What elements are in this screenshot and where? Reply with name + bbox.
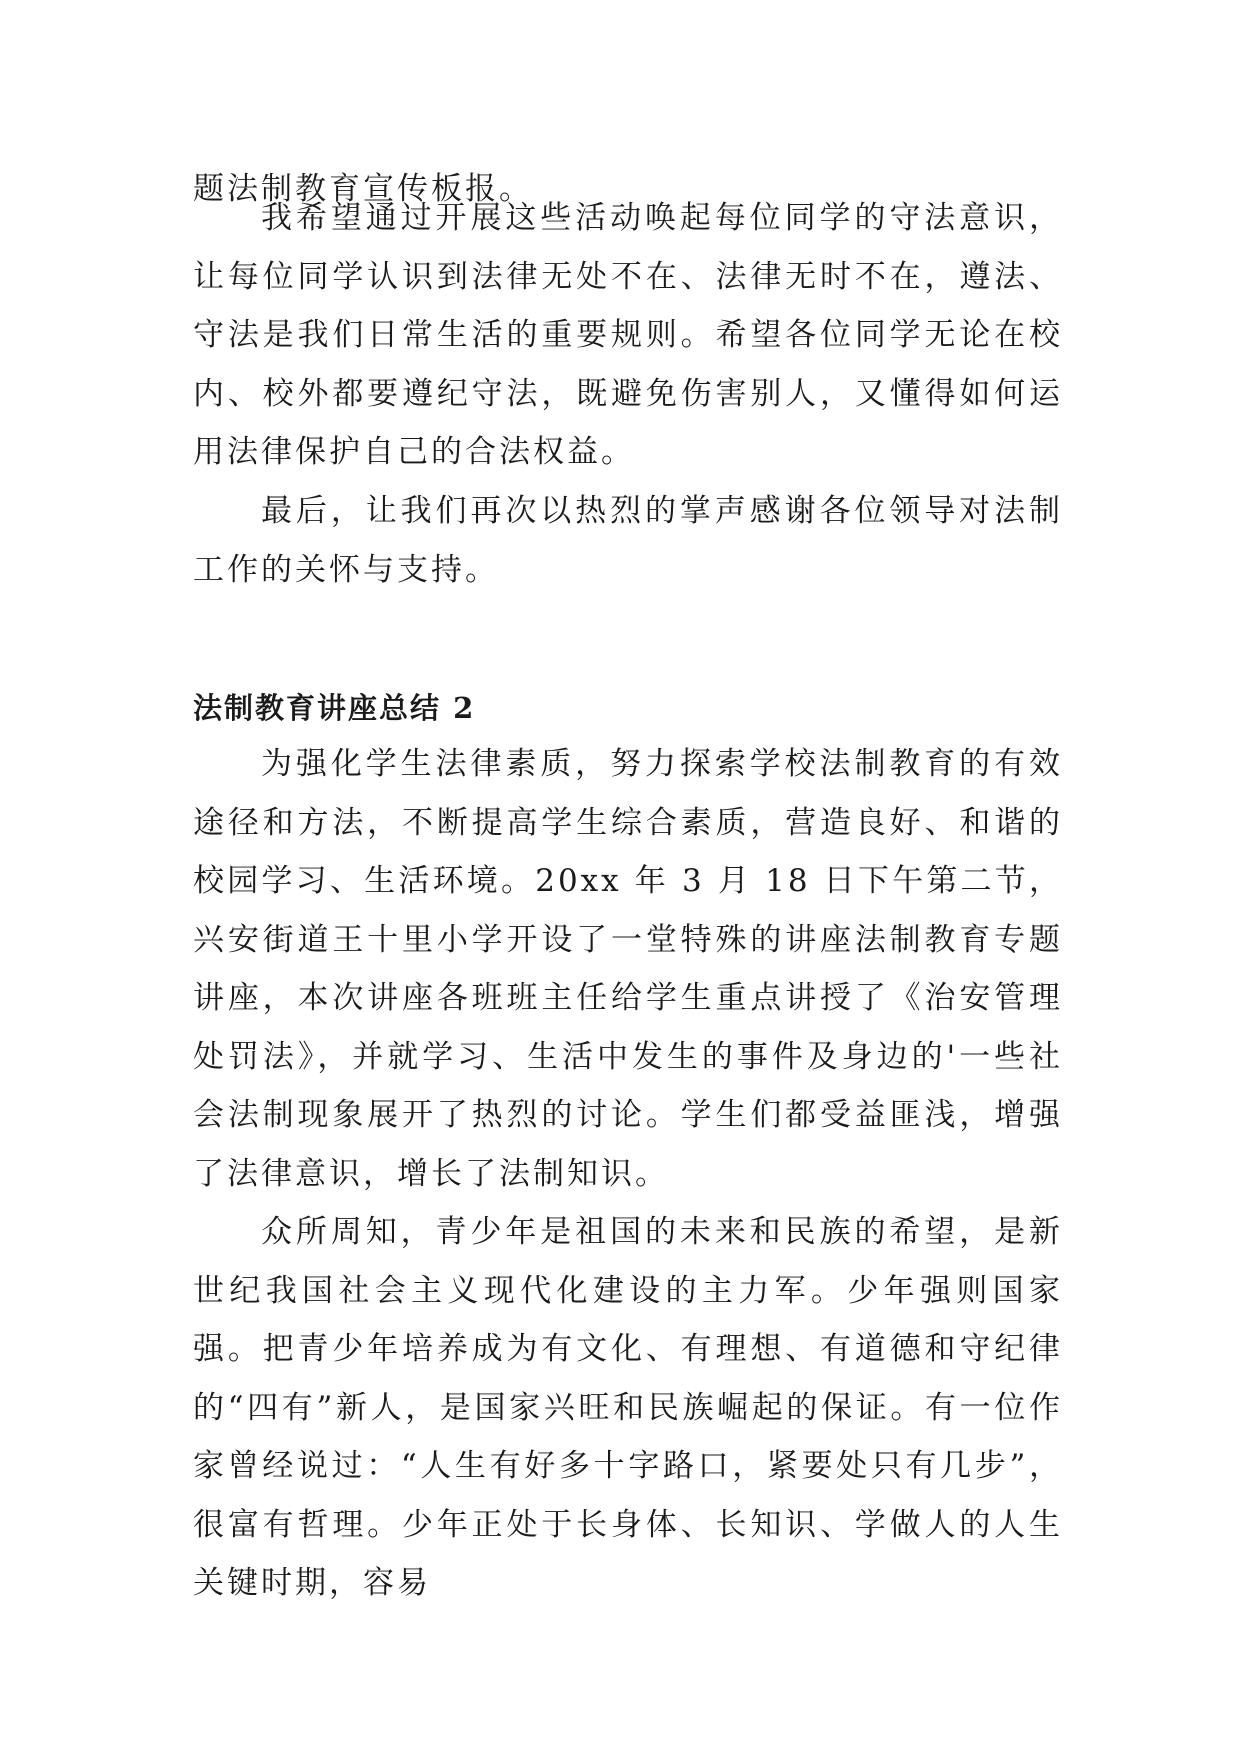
paragraph-lecture-summary: 为强化学生法律素质，努力探索学校法制教育的有效途径和方法，不断提高学生综合素质，营造良好、和谐的校园学习、生活环境。20xx 年 3 月 18 日下午第二节，兴安街道王十里小学开设了一堂特殊的讲座法制教育专题讲座，本次讲座各班班主任给学生重点讲授了《治安管理处罚法》，并就学习、生活中发生的事件及身边的'一些社会法制现象展开了热烈的讨论。学生们都受益匪浅，增强了法律意识，增长了法制知识。 <box>193 746 1063 1192</box>
paragraph-thanks: 最后，让我们再次以热烈的掌声感谢各位领导对法制工作的关怀与支持。 <box>193 493 1063 588</box>
section-heading: 法制教育讲座总结 2 <box>193 691 476 725</box>
paragraph-youth: 众所周知，青少年是祖国的未来和民族的希望，是新世纪我国社会主义现代化建设的主力军。少年强则国家强。把青少年培养成为有文化、有理想、有道德和守纪律的“四有”新人，是国家兴旺和民族崛起的保证。有一位作家曾经说过：“人生有好多十字路口，紧要处只有几步”，很富有哲理。少年正处于长身体、长知识、学做人的人生关键时期，容易 <box>193 1214 1063 1601</box>
paragraph-hope: 我希望通过开展这些活动唤起每位同学的守法意识，让每位同学认识到法律无处不在、法律无时不在，遵法、守法是我们日常生活的重要规则。希望各位同学无论在校内、校外都要遵纪守法，既避免伤害别人，又懂得如何运用法律保护自己的合法权益。 <box>193 200 1063 470</box>
paragraph-continuation: 题法制教育宣传板报。 <box>193 171 533 207</box>
